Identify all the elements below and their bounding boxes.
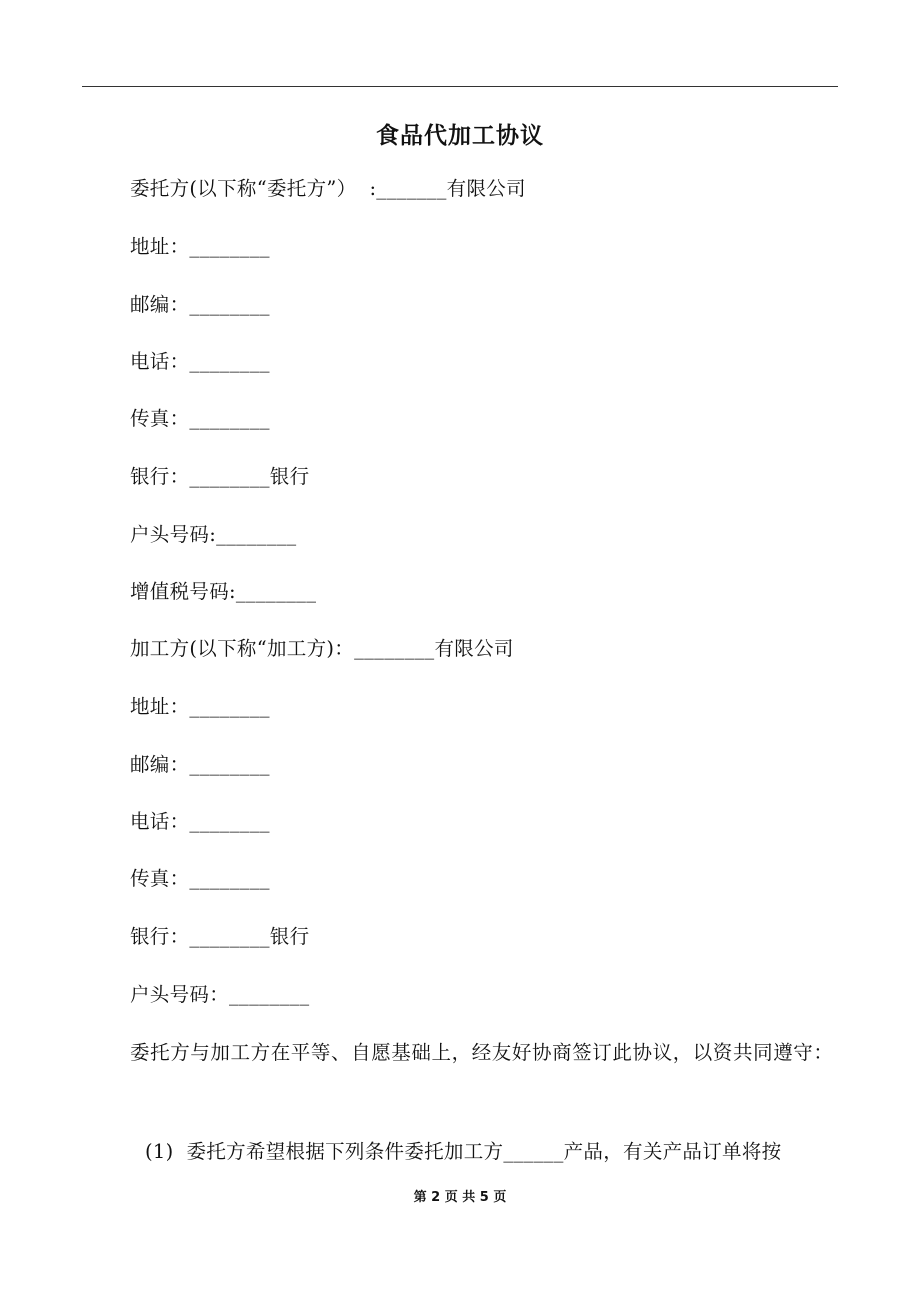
client-party-line: 委托方(以下称“委托方”） :_______有限公司 — [130, 177, 526, 200]
page-number: 第 2 页 共 5 页 — [413, 1190, 507, 1205]
processor-address-line: 地址：________ — [130, 695, 270, 718]
client-postcode-line: 邮编：________ — [130, 293, 270, 316]
processor-postcode-line: 邮编：________ — [130, 753, 270, 776]
document-title: 食品代加工协议 — [376, 122, 544, 149]
client-bank-line: 银行：________银行 — [130, 465, 310, 488]
processor-phone-line: 电话：________ — [130, 810, 270, 833]
processor-account-line: 户头号码：________ — [130, 983, 310, 1006]
client-address-line: 地址：________ — [130, 235, 270, 258]
clause-1: (1) 委托方希望根据下列条件委托加工方______产品，有关产品订单将按 — [145, 1140, 782, 1163]
intro-paragraph: 委托方与加工方在平等、自愿基础上，经友好协商签订此协议，以资共同遵守： — [130, 1041, 834, 1064]
client-account-line: 户头号码:________ — [130, 523, 297, 546]
processor-bank-line: 银行：________银行 — [130, 925, 310, 948]
processor-fax-line: 传真：________ — [130, 867, 270, 890]
client-fax-line: 传真：________ — [130, 407, 270, 430]
header-rule — [82, 86, 838, 87]
processor-party-line: 加工方(以下称“加工方)：________有限公司 — [130, 637, 514, 660]
client-vat-line: 增值税号码:________ — [130, 580, 317, 603]
client-phone-line: 电话：________ — [130, 350, 270, 373]
